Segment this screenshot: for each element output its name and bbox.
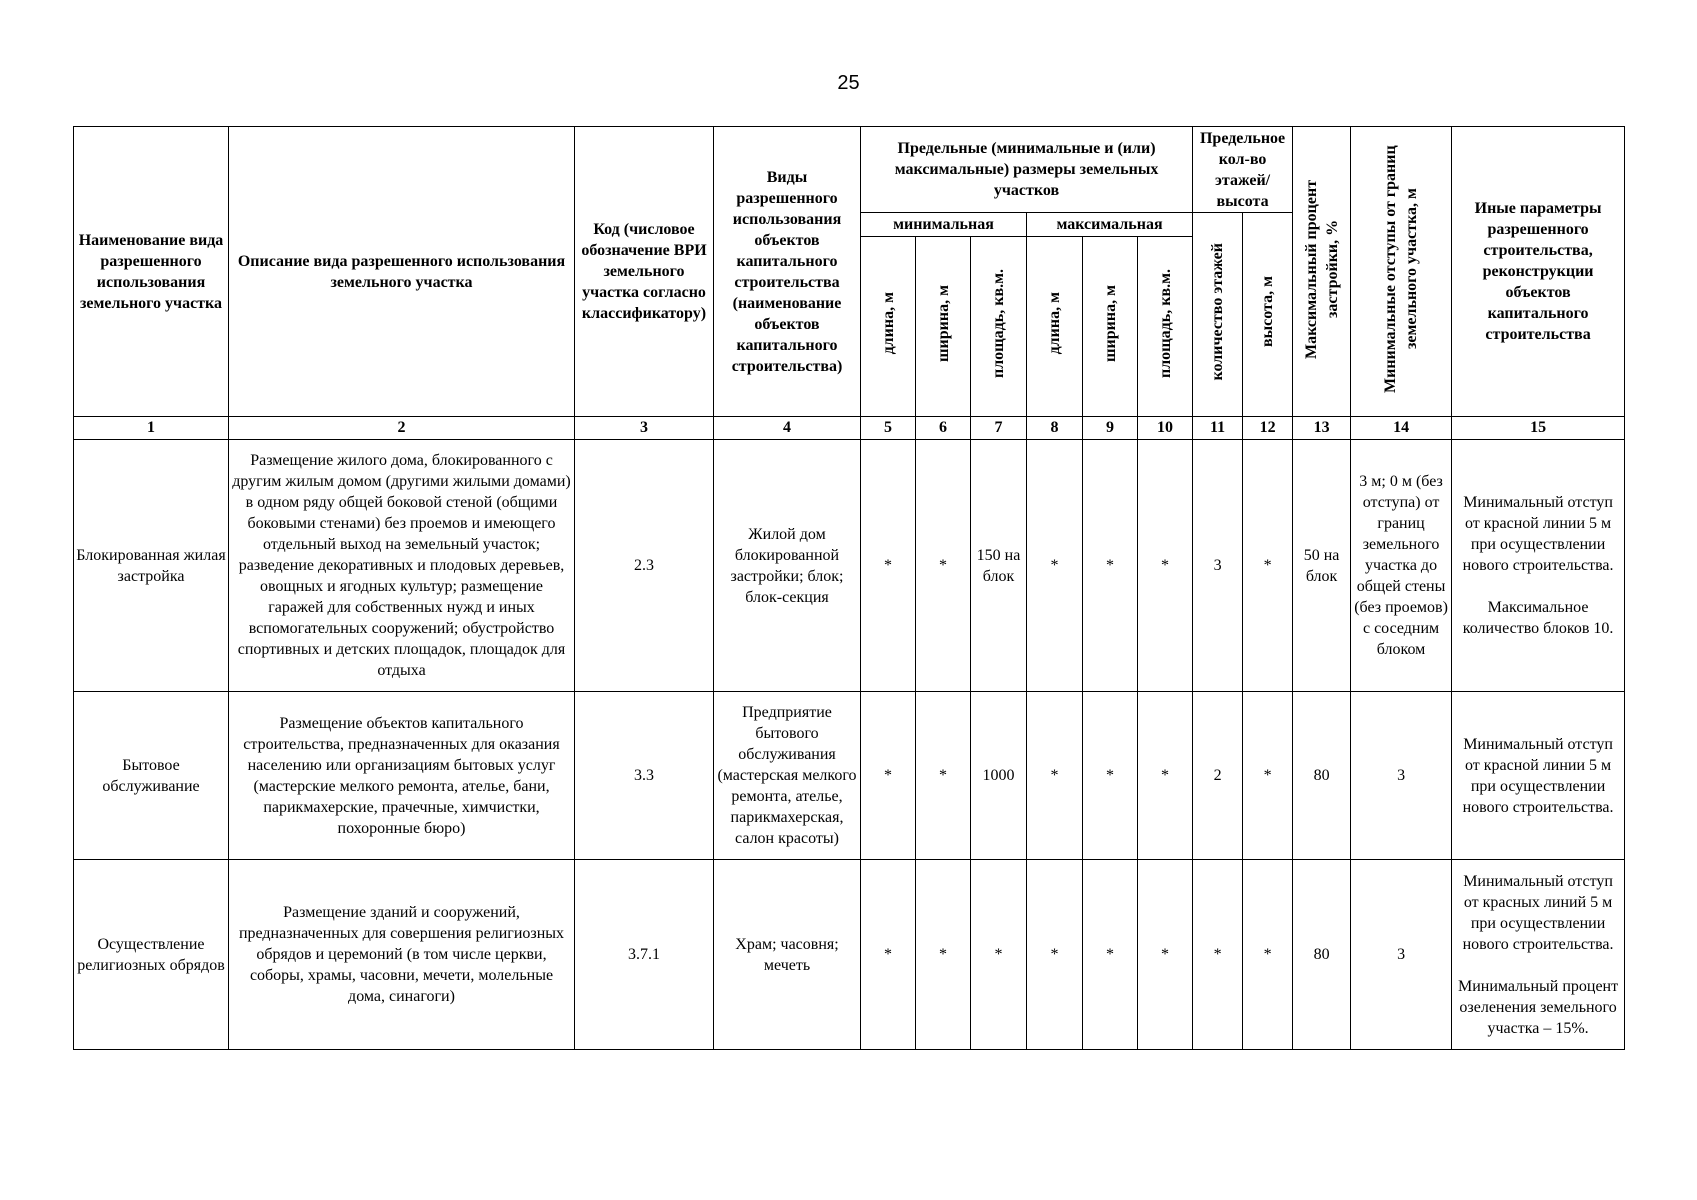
cell-max-width: * [1083, 860, 1138, 1050]
cell-objects: Жилой дом блокированной застройки; блок; блок-секция [714, 440, 861, 692]
cell-min-area: * [971, 860, 1027, 1050]
cell-min-length: * [861, 692, 916, 860]
column-number: 11 [1193, 417, 1243, 440]
column-number: 14 [1351, 417, 1452, 440]
column-number: 5 [861, 417, 916, 440]
cell-name: Бытовое обслуживание [74, 692, 229, 860]
column-number: 15 [1452, 417, 1625, 440]
cell-max-area: * [1138, 692, 1193, 860]
cell-min-length: * [861, 440, 916, 692]
cell-max-percent: 80 [1293, 692, 1351, 860]
cell-other-params [1452, 692, 1625, 860]
cell-max-width: * [1083, 440, 1138, 692]
header-max-width: ширина, м [1083, 237, 1138, 417]
column-number: 3 [575, 417, 714, 440]
column-number: 1 [74, 417, 229, 440]
header-min-setbacks: Минимальные отступы от границ земельного участка, м [1351, 127, 1452, 417]
header-code: Код (числовое обозначение ВРИ земельного участка согласно классификатору) [575, 127, 714, 417]
cell-max-area: * [1138, 860, 1193, 1050]
other-param-text: Минимальный отступ от красной линии 5 м при осуществлении нового строительства. [1462, 735, 1614, 816]
header-height: высота, м [1243, 213, 1293, 417]
header-max-area: площадь, кв.м. [1138, 237, 1193, 417]
cell-max-length: * [1027, 692, 1083, 860]
cell-code: 3.3 [575, 692, 714, 860]
cell-code: 3.7.1 [575, 860, 714, 1050]
cell-height: * [1243, 860, 1293, 1050]
cell-other-params [1452, 440, 1625, 692]
cell-name: Осуществление религиозных обрядов [74, 860, 229, 1050]
cell-description: Размещение жилого дома, блокированного с другим жилым домом (другими жилыми домами) в одном ряду общей боковой стеной (общими боковыми стенами) без проемов и имеющего отдельный выход на земельный участок; разведение декоративных и плодовых деревьев, овощных и ягодных культур; размещение гаражей для собственных нужд и иных вспомогательных сооружений; обустройство спортивных и детских площадок, площадок для отдыха [229, 440, 575, 692]
header-min-length: длина, м [861, 237, 916, 417]
cell-min-area: 150 на блок [971, 440, 1027, 692]
cell-max-percent: 80 [1293, 860, 1351, 1050]
other-param-text: Минимальный процент озеленения земельного участка – 15%. [1458, 977, 1619, 1037]
header-floors-group: Предельное кол-во этажей/ высота [1193, 127, 1293, 213]
header-max-length: длина, м [1027, 237, 1083, 417]
table-row [74, 440, 1625, 692]
column-number: 10 [1138, 417, 1193, 440]
cell-setbacks: 3 [1351, 860, 1452, 1050]
page-number: 25 [837, 72, 860, 94]
zoning-parameters-table [73, 126, 1625, 1050]
cell-name: Блокированная жилая застройка [74, 440, 229, 692]
column-number: 8 [1027, 417, 1083, 440]
header-min-area: площадь, кв.м. [971, 237, 1027, 417]
header-min-width: ширина, м [916, 237, 971, 417]
cell-min-width: * [916, 860, 971, 1050]
header-max-percent: Максимальный процент застройки, % [1293, 127, 1351, 417]
column-number: 7 [971, 417, 1027, 440]
table-row [74, 692, 1625, 860]
column-number: 13 [1293, 417, 1351, 440]
cell-min-width: * [916, 692, 971, 860]
header-max: максимальная [1027, 213, 1193, 237]
header-objects: Виды разрешенного использования объектов капитального строительства (наименование объектов капитального строительства) [714, 127, 861, 417]
cell-min-area: 1000 [971, 692, 1027, 860]
other-param-text: Минимальный отступ от красных линий 5 м при осуществлении нового строительства. [1462, 872, 1614, 953]
cell-other-params [1452, 860, 1625, 1050]
other-param-text: Минимальный отступ от красной линии 5 м при осуществлении нового строительства. [1462, 494, 1614, 574]
cell-floors: 3 [1193, 440, 1243, 692]
table-row [74, 860, 1625, 1050]
header-description: Описание вида разрешенного использования земельного участка [229, 127, 575, 417]
cell-description: Размещение зданий и сооружений, предназначенных для совершения религиозных обрядов и церемоний (в том числе церкви, соборы, храмы, часовни, мечети, молельные дома, синагоги) [229, 860, 575, 1050]
cell-max-percent: 50 на блок [1293, 440, 1351, 692]
cell-code: 2.3 [575, 440, 714, 692]
cell-floors: * [1193, 860, 1243, 1050]
header-min: минимальная [861, 213, 1027, 237]
header-row [74, 127, 1625, 213]
column-number: 4 [714, 417, 861, 440]
cell-objects: Храм; часовня; мечеть [714, 860, 861, 1050]
header-other-params: Иные параметры разрешенного строительства, реконструкции объектов капитального строительства [1452, 127, 1625, 417]
header-plot-sizes: Предельные (минимальные и (или) максимальные) размеры земельных участков [861, 127, 1193, 213]
cell-height: * [1243, 692, 1293, 860]
cell-max-area: * [1138, 440, 1193, 692]
cell-description: Размещение объектов капитального строительства, предназначенных для оказания населению или организациям бытовых услуг (мастерские мелкого ремонта, ателье, бани, парикмахерские, прачечные, химчистки, похоронные бюро) [229, 692, 575, 860]
column-number: 9 [1083, 417, 1138, 440]
cell-min-width: * [916, 440, 971, 692]
cell-max-width: * [1083, 692, 1138, 860]
cell-objects: Предприятие бытового обслуживания (мастерская мелкого ремонта, ателье, парикмахерская, салон красоты) [714, 692, 861, 860]
column-number: 12 [1243, 417, 1293, 440]
header-floors: количество этажей [1193, 213, 1243, 417]
other-param-text: Максимальное количество блоков 10. [1462, 599, 1614, 637]
cell-floors: 2 [1193, 692, 1243, 860]
cell-min-length: * [861, 860, 916, 1050]
cell-height: * [1243, 440, 1293, 692]
cell-setbacks: 3 м; 0 м (без отступа) от границ земельного участка до общей стены (без проемов) с соседним блоком [1351, 440, 1452, 692]
cell-setbacks: 3 [1351, 692, 1452, 860]
cell-max-length: * [1027, 440, 1083, 692]
cell-max-length: * [1027, 860, 1083, 1050]
header-name: Наименование вида разрешенного использования земельного участка [74, 127, 229, 417]
column-number: 2 [229, 417, 575, 440]
column-number: 6 [916, 417, 971, 440]
column-number-row [74, 417, 1625, 440]
